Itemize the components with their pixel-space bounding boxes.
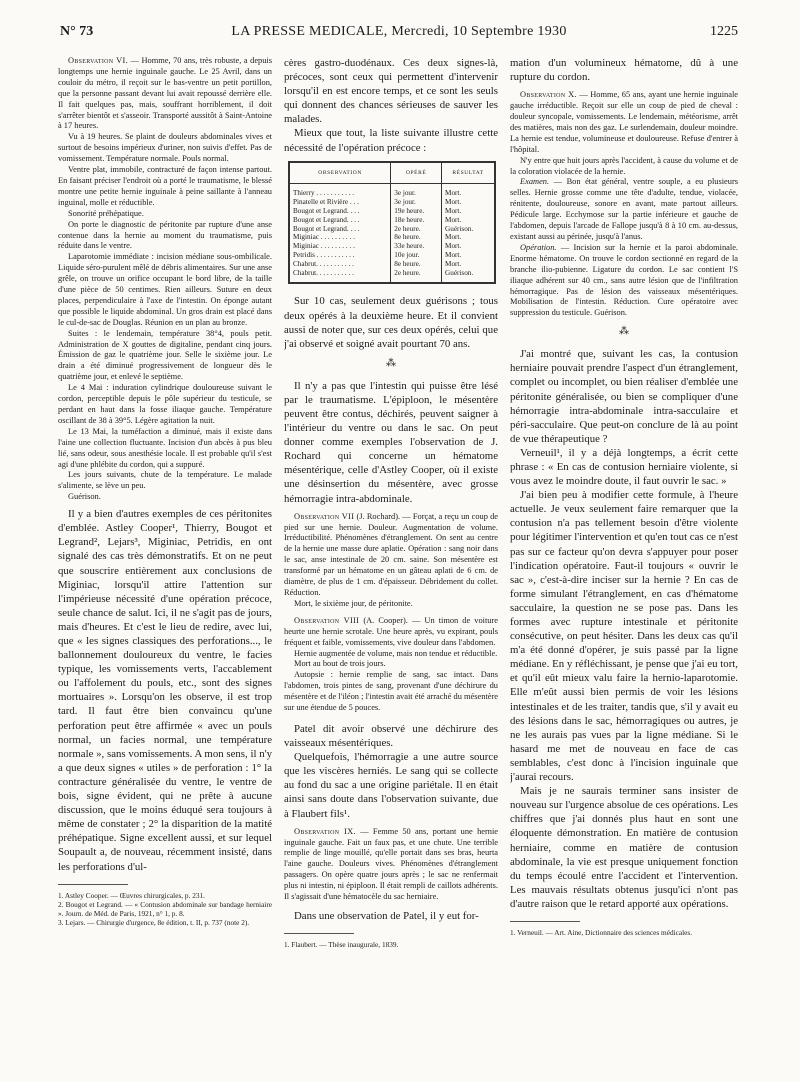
table-header: OPÉRÉ bbox=[391, 162, 442, 184]
table-cell: Guérison. bbox=[442, 269, 495, 284]
body-paragraph: Quelquefois, l'hémorragie a une autre source que les viscères herniés. Le sang qui se collecte au fond du sac a une origine pariétale. Il en était ainsi sans doute dans l'observation suivante, due à Flaubert fils¹. bbox=[284, 751, 498, 820]
table-cell: Mort. bbox=[442, 242, 495, 251]
observation-6 bbox=[58, 56, 272, 132]
page-header bbox=[60, 22, 738, 42]
table-row bbox=[289, 242, 495, 251]
body-paragraph: cères gastro-duodénaux. Ces deux signes-là, précoces, sont ceux qui permettent d'intervenir lorsqu'il en est encore temps, et ce sont les seuls qui donnent des chances sérieuses de sauver les malades. bbox=[284, 57, 498, 126]
section-separator: ⁂ bbox=[619, 326, 629, 338]
footnote: 1. Flaubert. — Thèse inaugurale, 1839. bbox=[284, 940, 399, 950]
body-paragraph: mation d'un volumineux hématome, dû à une rupture du cordon. bbox=[510, 57, 738, 84]
table-cell: Bougot et Legrand. . . . bbox=[293, 224, 360, 233]
table-header: OBSERVATION bbox=[289, 162, 391, 184]
obs6-paragraph: Les jours suivants, chute de la température. Le malade s'alimente, se lève un peu. bbox=[58, 470, 272, 491]
obs9-text: — Femme 50 ans, portant une hernie inguinale gauche. Fait un faux pas, et une chute. Une terrible remplie de linge mouillé, qu'elle portait dans ses bras, heurta l'aine gauche. Douleurs vives. Phénomènes d'étranglement passagers. On opère quatre jours après ; le sac ne renfermait plus ni intestin, ni épiploon. Il était rempli de caillots adhérents. Il s'agissait d'une hématocèle du sac herniaire. bbox=[284, 826, 498, 902]
table-row bbox=[289, 207, 495, 216]
observation-table bbox=[288, 161, 496, 285]
table-cell: Bougot et Legrand. . . . bbox=[293, 215, 360, 224]
body-text bbox=[284, 294, 498, 350]
body-paragraph: Mieux que tout, la liste suivante illustre cette nécessité de l'opération précoce : bbox=[284, 127, 498, 154]
obs7-label: Observation VII bbox=[294, 511, 355, 521]
table-cell: 19e heure. bbox=[391, 207, 442, 216]
operation-text: — Incision sur la hernie et la paroi abdominale. Enorme hématome. On trouve le cordon sectionné en regard de la branche ilio-pubienne. Ligature du cordon. Le sac contient l'S iliaque adhérent sur 40 cm., sans autre lésion que de l'infiltration hémorragique. Pas de lésion des vaisseaux mésentériques. Mobilisation de l'intestin. Réduction. Cure opératoire avec suppression du testicule. Guérison. bbox=[510, 242, 738, 318]
body-paragraph: J'ai bien peu à modifier cette formule, à l'heure actuelle. Je veux seulement faire remarquer que la contusion n'a pas tellement besoin d'être violente pour légitimer l'intervention et qu'en tout cas ce n'est pas sur ce facteur qu'on devra s'appuyer pour poser l'indication opératoire. Faut-il toujours « ouvrir le sac », c'est-à-dire inciser sur la hernie ? En cas de forme simulant l'étranglement, en cas d'hématome sacculaire, la question ne se pose pas. Dans les formes avec rupture intestinale et péritonite consécutive, on peut hésiter. Dans les deux cas qu'il m'a été donné d'opérer, je suis passé par la ligne médiane. En y réfléchissant, je pense que j'ai eu tort, et qu'il eût mieux valu faire la hernio-laparotomie. Elle m'eût aussi bien permis de voir les lésions intestinales et de les traiter, tandis que, s'il y avait eu des lésions dans le sac, hémorragiques ou autres, je ne les aurais pas vues par la ligne médiane. Si le hasard me met de nouveau en face de cas semblables, c'est donc à l'incision inguinale que j'aurai recours. bbox=[510, 489, 738, 784]
table-row bbox=[289, 184, 495, 198]
footnote-rule bbox=[58, 884, 128, 885]
observation-10 bbox=[510, 90, 738, 155]
table-header-row bbox=[289, 162, 495, 184]
obs10-paragraph: N'y entre que huit jours après l'accident, à cause du volume et de la coloration violacée de la hernie. bbox=[510, 155, 738, 176]
table-row bbox=[289, 251, 495, 260]
body-text bbox=[284, 722, 498, 821]
obs6-paragraph: Sonorité préhépatique. bbox=[68, 208, 144, 218]
issue-number: N° 73 bbox=[60, 24, 94, 39]
body-text bbox=[284, 909, 498, 923]
table-cell: 33e heure. bbox=[391, 242, 442, 251]
observation-8 bbox=[284, 616, 498, 649]
obs6-paragraph: Le 13 Mai, la tuméfaction a diminué, mais il existe dans l'aine une collection fluctuante. Incision d'un abcès à pus bleu lié, sans odeur, sous anesthésie locale. Il est probable qu'il s'est agi d'une phlébite du cordon, qui a suppuré. bbox=[58, 426, 272, 469]
body-text bbox=[284, 379, 498, 506]
obs6-paragraph: Le 4 Mai : induration cylindrique douloureuse suivant le cordon, perceptible depuis le pôle supérieur du testicule, se perdant en haut dans la fosse iliaque gauche. Température oscillant de 38 à 39°5. Légère agitation la nuit. bbox=[58, 383, 272, 425]
obs8-paragraph: Mort au bout de trois jours. bbox=[294, 659, 386, 669]
obs7-text: (J. Rochard). — Forçat, a reçu un coup de pied sur une hernie. Douleur. Augmentation de volume. Irréductibilité. Phénomènes d'étranglement. On sent au centre de la hernie une masse dure aplatie. Opération : sang noir dans le sac, anse intestinale de 20 cm. saine. Son mésentère est transformé par un hématome en un gâteau aplati de 6 cm. de diamètre, de plus de 1 cm. d'épaisseur. Débridement du collet. Réduction. bbox=[284, 511, 498, 597]
obs6-paragraph: Suites : le lendemain, température 38°4, pouls petit. Administration de X gouttes de digitaline, pendant cinq jours. Émission de gaz le quatrième jour. Selle le sixième jour. Le drain a été diminué progressivement de longueur dès le quatrième jour, et enlevé le septième. bbox=[58, 328, 272, 382]
table-row bbox=[289, 225, 495, 234]
table-row bbox=[289, 233, 495, 242]
table-cell: Guérison. bbox=[442, 225, 495, 234]
table-cell: Mort. bbox=[442, 198, 495, 207]
obs6-text: — Homme, 70 ans, très robuste, a depuis longtemps une hernie inguinale gauche. Le 25 Avril, dans un couloir du métro, il reçoit sur le bas-ventre un petit portillon, que la personne passant devant lui avait repoussé derrière elle. Il fait quelques pas, mais, souffrant horriblement, il doit s'arrêter bientôt et s'asseoir. Transporté aussitôt à Saint-Antoine à 17 heures. bbox=[58, 56, 272, 131]
body-text bbox=[284, 56, 498, 155]
table-row bbox=[289, 260, 495, 269]
body-paragraph: Il y a bien d'autres exemples de ces péritonites d'emblée. Astley Cooper¹, Thierry, Bougot et Legrand², Lejars³, Miginiac, Petridis, en ont signalé des cas très démonstratifs. Et on ne peut que souscrire entièrement aux conclusions de Miginiac, lorsqu'il attire l'attention sur l'impérieuse nécessité d'une opération précoce, seule chance de salut. Ici, il ne s'agit pas de jours, mais d'heures. Et c'est le lieu de redire, avec lui, que « les signes classiques des perforations..., le ballonnement douloureux du ventre, le facies typique, les vomissements verts, l'accablement ou l'affolement du pouls, etc., sont des signes mortuaires ». Lorsqu'on les observe, il est trop tard. Il faut être bien convaincu qu'une perforation peut être affirmée « avec un pouls normal, un facies normal, une température normale », sans vomissements. A mon sens, il n'y a que deux signes « utiles » de perforation : 1° la contracture généralisée du ventre, le ventre de bois, signe évident, qui ne prête à aucune discussion, que le moins éduqué sera toujours à même de constater ; 2° la disparition de la matité préhépatique. Signe excellent aussi, et sur lequel Soupault a, de nouveau, récemment insisté, dans les perforations d'ul- bbox=[58, 508, 272, 873]
obs6-paragraph: Ventre plat, immobile, contracturé de façon intense partout. En faisant préciser l'endroit où a porté le traumatisme, le blessé montre une petite hernie inguinale à peine saillante à l'anneau inguinal, molle et réductible. bbox=[58, 165, 272, 207]
column-1 bbox=[58, 56, 272, 1062]
footnote: 1. Astley Cooper. — Œuvres chirurgicales, p. 231. bbox=[58, 890, 205, 900]
obs6-paragraph: Vu à 19 heures. Se plaint de douleurs abdominales vives et surtout de besoins impérieux d'uriner, non suivis d'effet. Pas de vomissement. Température normale. Pouls normal. bbox=[58, 132, 272, 164]
obs6-paragraph: Guérison. bbox=[68, 492, 101, 502]
obs6-label: Observation VI. bbox=[68, 56, 128, 65]
body-text bbox=[58, 507, 272, 873]
body-paragraph: Mais je ne saurais terminer sans insister de nouveau sur l'urgence absolue de ces opérations. Les chiffres que j'ai donnés plus haut en sont une éloquente démonstration. En matière de contusion herniaire, comme en matière de contusion abdominale, la vie est presque uniquement fonction du temps écoulé entre l'accident et l'intervention. Les mauvais résultats obtenus jusqu'ici n'ont pas d'autre raison que le retard apporté aux opérations. bbox=[510, 785, 738, 910]
table-cell: Mort. bbox=[442, 207, 495, 216]
table-cell: Mort. bbox=[442, 251, 495, 260]
operation-label: Opération. bbox=[520, 242, 557, 252]
table-cell: Mort. bbox=[442, 184, 495, 198]
body-text bbox=[510, 347, 738, 911]
obs8-paragraph: Autopsie : hernie remplie de sang, sac intact. Dans l'abdomen, trois pintes de sang, provenant d'une déchirure du mésentère et de l'iléon ; l'intestin avait été arraché du mésentère sur une étendue de 5 pouces. bbox=[284, 670, 498, 713]
table-row bbox=[289, 216, 495, 225]
table-cell: Miginiac . . . . . . . . . . bbox=[293, 233, 355, 242]
table-row bbox=[289, 198, 495, 207]
footnote: 1. Verneuil. — Art. Aine, Dictionnaire des sciences médicales. bbox=[510, 927, 693, 937]
footnote: 2. Bougot et Legrand. — « Contusion abdominale sur bandage herniaire ». Journ. de Méd. de Paris, 1921, n° 1, p. 8. bbox=[58, 899, 272, 918]
body-paragraph: J'ai montré que, suivant les cas, la contusion herniaire pouvait prendre l'aspect d'un étranglement, complet ou incomplet, ou bien réaliser d'emblée une péritonite généralisée, ou bien se compliquer d'une hémorragie intra-abdominale intra-sacculaire et péri-sacculaire. Que peut-on conclure de là au point de vue thérapeutique ? bbox=[510, 348, 738, 445]
column-2 bbox=[284, 56, 498, 1062]
obs8-paragraph: Hernie augmentée de volume, mais non tendue et réductible. bbox=[294, 648, 498, 658]
footnotes bbox=[284, 940, 498, 949]
table-cell: Thierry . . . . . . . . . . . bbox=[293, 189, 355, 198]
body-paragraph: Il n'y a pas que l'intestin qui puisse être lésé par le traumatisme. L'épiploon, le mésentère peuvent être contus, déchirés, peuvent saigner à l'intérieur du ventre ou dans le sac. On peut donner comme exemples l'observation de J. Rochard qui concerne un hématome mésentérique, celle d'Astley Cooper, où il existe une désinsertion du mésentère, avec grosse hémorragie intra-abdominale. bbox=[284, 379, 498, 505]
table-row bbox=[289, 269, 495, 284]
footnotes bbox=[58, 891, 272, 928]
body-paragraph: Patel dit avoir observé une déchirure des vaisseaux mésentériques. bbox=[284, 722, 498, 750]
obs6-paragraph: On porte le diagnostic de péritonite par rupture d'une anse contenue dans la hernie au moment du traumatisme, puis réduite dans le ventre. bbox=[58, 219, 272, 251]
table-cell: 10e jour. bbox=[391, 251, 442, 260]
table-cell: Mort. bbox=[442, 233, 495, 242]
examen bbox=[510, 177, 738, 242]
obs6-paragraph: Laparotomie immédiate : incision médiane sous-ombilicale. Liquide séro-purulent mêlé de débris alimentaires. Sur une anse grêle, on trouve un orifice occupant le bord libre, de la taille d'une pièce de 50 centimes. Rien ailleurs. Suture en deux places, perpendiculaire à l'axe de l'intestin. On éponge autant que possible le liquide abdominal. Un gros drain est placé dans le cul-de-sac de Douglas. Réunion en un plan au bronze. bbox=[58, 252, 272, 327]
obs8-label: Observation VIII bbox=[294, 615, 360, 625]
obs8-text: (A. Cooper). — Un timon de voiture heurte une hernie scrotale. Une heure après, vu expirant, pouls fréquent et faible, vomissements, vive douleur dans l'abdomen. bbox=[284, 615, 498, 647]
body-paragraph: Sur 10 cas, seulement deux guérisons ; tous deux opérés à la deuxième heure. Et il convient aussi de noter que, sur ces deux opérés, celui que j'ai observé et soigné avait pourtant 70 ans. bbox=[284, 295, 498, 350]
table-cell: Mort. bbox=[442, 216, 495, 225]
operation bbox=[510, 243, 738, 319]
body-paragraph: Verneuil¹, il y a déjà longtemps, a écrit cette phrase : « En cas de contusion herniaire violente, si vous avez le moindre doute, il faut ouvrir le sac. » bbox=[510, 446, 738, 488]
obs7-end: Mort, le sixième jour, de péritonite. bbox=[294, 598, 413, 608]
footnote-rule bbox=[284, 933, 354, 934]
table-cell: Petridis . . . . . . . . . . . bbox=[293, 251, 355, 260]
table-cell: 2e heure. bbox=[391, 225, 442, 234]
obs10-label: Observation X. bbox=[520, 90, 577, 100]
table-cell: 2e heure. bbox=[391, 269, 442, 284]
journal-title: LA PRESSE MEDICALE, Mercredi, 10 Septembre 1930 bbox=[231, 24, 567, 39]
table-cell: 8e heure. bbox=[391, 233, 442, 242]
body-paragraph: Dans une observation de Patel, il y eut for- bbox=[294, 909, 479, 922]
examen-text: — Bon état général, ventre souple, a eu plusieurs selles. Hernie grosse comme une tête d'adulte, tendue, violacée, rénitente, douloureuse, sonore en avant, mate partout ailleurs. Pédicule large. Ecchymose sur la partie inférieure et gauche de l'abdomen, depuis l'arcade de Fallope jusqu'à 8 à 10 cm. au-dessus, existant aussi au périnée, jusqu'à l'anus. bbox=[510, 177, 738, 241]
table-cell: Pinatelle et Rivière . . . bbox=[293, 198, 359, 207]
column-3 bbox=[510, 56, 738, 1062]
table-header: RÉSULTAT bbox=[442, 162, 495, 184]
section-separator: ⁂ bbox=[386, 357, 396, 369]
footnotes bbox=[510, 928, 738, 937]
obs10-text: — Homme, 65 ans, ayant une hernie inguinale gauche irréductible. Reçoit sur elle un coup de pied de cheval : douleur syncopale, vomissements. Le lendemain, météorisme, arrêt des matières, mais non des gaz. Le surlendemain, douleur moindre. La hernie est tendue, volumineuse et douloureuse. Refuse d'entrer à l'hôpital. bbox=[510, 90, 738, 154]
observation-9 bbox=[284, 827, 498, 903]
examen-label: Examen. bbox=[520, 177, 550, 187]
table-cell: 3e jour. bbox=[391, 184, 442, 198]
footnote-rule bbox=[510, 921, 580, 922]
table-cell: Chabrut. . . . . . . . . . . bbox=[293, 268, 354, 277]
footnote: 3. Lejars. — Chirurgie d'urgence, 8e édition, t. II, p. 737 (note 2). bbox=[58, 918, 250, 928]
observation-7 bbox=[284, 512, 498, 599]
table-cell: Miginiac . . . . . . . . . . bbox=[293, 242, 355, 251]
table-cell: Chabrut. . . . . . . . . . . bbox=[293, 259, 354, 268]
body-text bbox=[510, 56, 738, 84]
table-cell: Bougot et Legrand. . . . bbox=[293, 207, 360, 216]
table-cell: 8e heure. bbox=[391, 260, 442, 269]
obs9-label: Observation IX. bbox=[294, 826, 356, 836]
page-number: 1225 bbox=[710, 24, 738, 39]
table-cell: 18e heure. bbox=[391, 216, 442, 225]
table-cell: 3e jour. bbox=[391, 198, 442, 207]
table-cell: Mort. bbox=[442, 260, 495, 269]
